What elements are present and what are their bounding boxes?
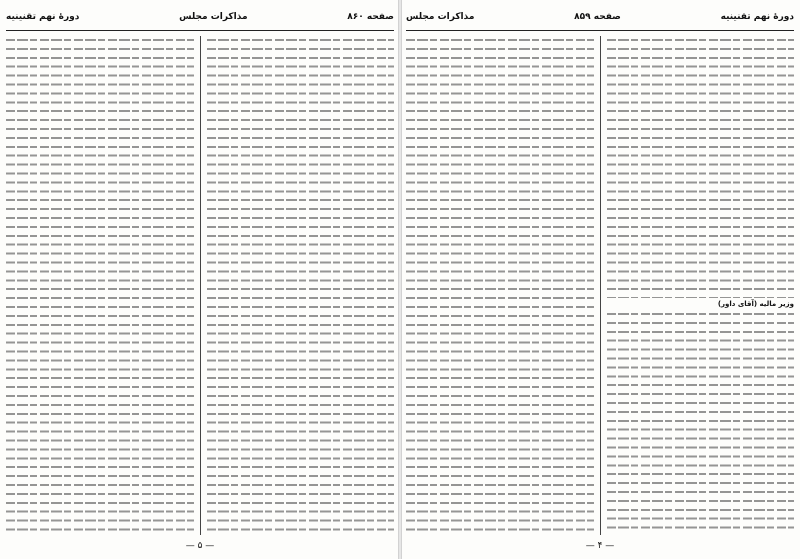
- speaker-heading: وزیر مالیه (آقای داور): [717, 300, 794, 308]
- left-header-rule: [6, 30, 394, 31]
- right-page-footer: [406, 539, 794, 553]
- text-lines: [6, 36, 194, 535]
- left-page-columns: [6, 36, 394, 535]
- book-gutter: [398, 0, 402, 559]
- left-page-footer-number: — ۵ —: [185, 541, 215, 551]
- column-divider: [200, 36, 201, 535]
- text-lines: [207, 36, 395, 535]
- left-page: [6, 6, 394, 553]
- right-page-session: دورهٔ نهم تقنینیه: [720, 12, 794, 22]
- right-page-footer-number: — ۴ —: [585, 541, 615, 551]
- left-page-column-left: [6, 36, 194, 535]
- text-lines: [607, 36, 795, 298]
- right-page-header: [406, 6, 794, 28]
- column-divider: [600, 36, 601, 535]
- right-page-column-left: [406, 36, 594, 535]
- left-page-header: [6, 6, 394, 28]
- left-page-session: دورهٔ نهم تقنینیه: [6, 12, 80, 22]
- right-header-rule: [406, 30, 794, 31]
- left-page-number: صفحه ۸۶۰: [347, 12, 394, 22]
- left-page-footer: [6, 539, 394, 553]
- right-page: [406, 6, 794, 553]
- text-lines: [607, 310, 795, 535]
- right-page-number: صفحه ۸۵۹: [574, 12, 621, 22]
- left-page-title: مذاکرات مجلس: [179, 12, 248, 22]
- left-page-column-right: [207, 36, 395, 535]
- right-page-columns: [406, 36, 794, 535]
- right-page-title: مذاکرات مجلس: [406, 12, 475, 22]
- right-page-column-right: [607, 36, 795, 535]
- text-lines: [406, 36, 594, 535]
